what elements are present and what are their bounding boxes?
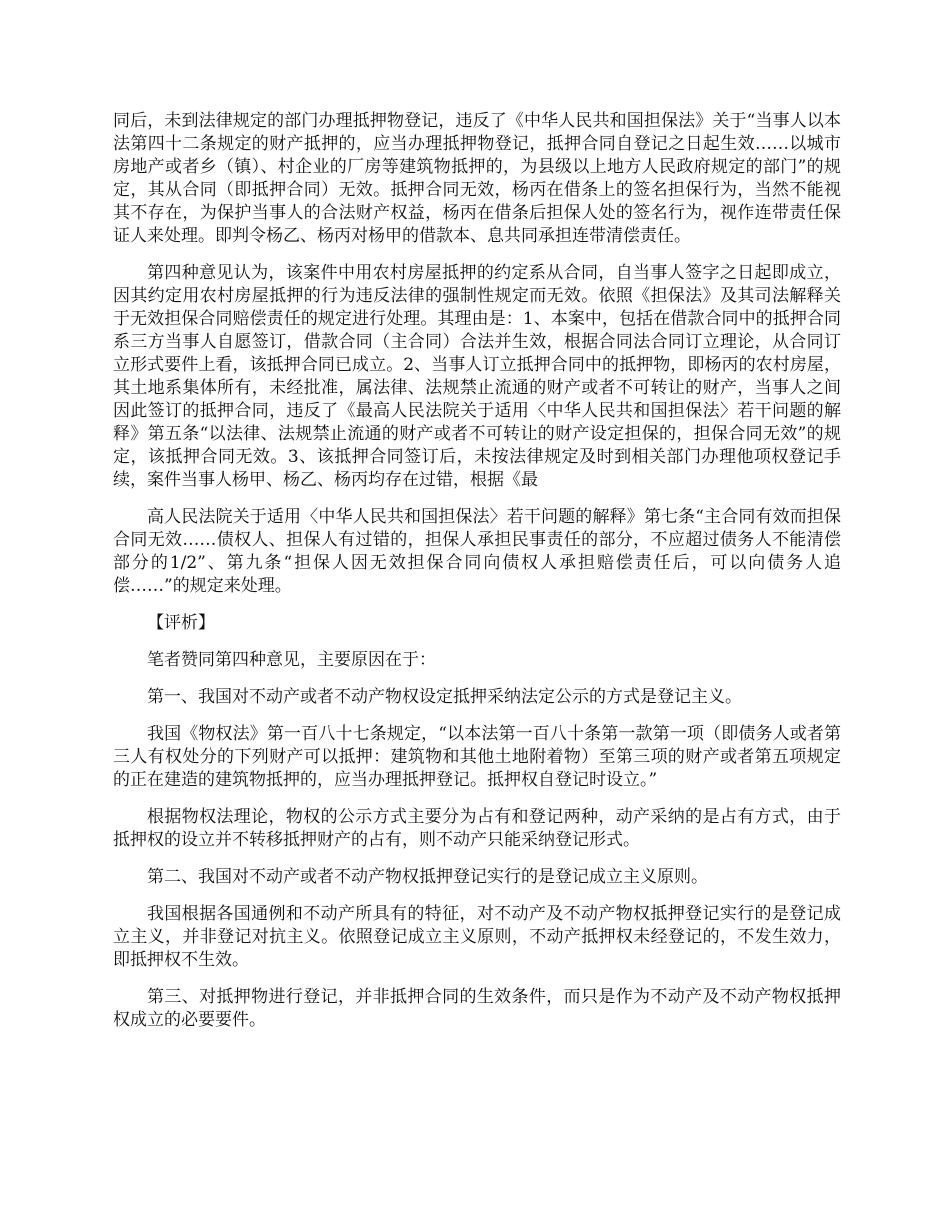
paragraph-fourth-opinion-cont: 高人民法院关于适用〈中华人民共和国担保法〉若干问题的解释》第七条“主合同有效而担保合同无效……债权人、担保人有过错的，担保人承担民事责任的部分，不应超过债务人不能清偿部分的1/2”、第九条“担保人因无效担保合同向债权人承担赔偿责任后，可以向债务人追偿……”的规定来处理。 bbox=[113, 507, 841, 596]
paragraph-fourth-opinion: 第四种意见认为，该案件中用农村房屋抵押的约定系从合同，自当事人签字之日起即成立，因其约定用农村房屋抵押的行为违反法律的强制性规定而无效。依照《担保法》及其司法解释关于无效担保合同赔偿责任的规定进行处理。其理由是：1、本案中，包括在借款合同中的抵押合同系三方当事人自愿签订，借款合同（主合同）合法并生效，根据合同法合同订立理论，从合同订立形式要件上看，该抵押合同已成立。2、当事人订立抵押合同中的抵押物，即杨丙的农村房屋，其土地系集体所有，未经批准，属法律、法规禁止流通的财产或者不可转让的财产，当事人之间因此签订的抵押合同，违反了《最高人民法院关于适用〈中华人民共和国担保法〉若干问题的解释》第五条“以法律、法规禁止流通的财产或者不可转让的财产设定担保的，担保合同无效”的规定，该抵押合同无效。3、该抵押合同签订后，未按法律规定及时到相关部门办理他项权登记手续，案件当事人杨甲、杨乙、杨丙均存在过错，根据《最 bbox=[113, 263, 841, 490]
section-heading-analysis: 【评析】 bbox=[147, 613, 215, 633]
paragraph-continuation: 同后，未到法律规定的部门办理抵押物登记，违反了《中华人民共和国担保法》关于“当事人以本法第四十二条规定的财产抵押的，应当办理抵押物登记，抵押合同自登记之日起生效……以城市房地产或者乡（镇）、村企业的厂房等建筑物抵押的，为县级以上地方人民政府规定的部门”的规定，其从合同（即抵押合同）无效。抵押合同无效，杨丙在借条上的签名担保行为，当然不能视其不存在，为保护当事人的合法财产权益，杨丙在借条后担保人处的签名行为，视作连带责任保证人来处理。即判令杨乙、杨丙对杨甲的借款本、息共同承担连带清偿责任。 bbox=[113, 111, 841, 246]
paragraph-point-two: 第二、我国对不动产或者不动产物权抵押登记实行的是登记成立主义原则。 bbox=[147, 867, 708, 887]
document-body bbox=[113, 110, 841, 1046]
paragraph-registration-principle: 我国根据各国通例和不动产所具有的特征，对不动产及不动产物权抵押登记实行的是登记成立主义，并非登记对抗主义。依照登记成立主义原则，不动产抵押权未经登记的，不发生效力，即抵押权不生效。 bbox=[113, 904, 841, 970]
paragraph-point-three: 第三、对抵押物进行登记，并非抵押合同的生效条件，而只是作为不动产及不动产物权抵押权成立的必要要件。 bbox=[113, 987, 841, 1030]
paragraph-property-law: 我国《物权法》第一百八十七条规定，“以本法第一百八十条第一款第一项（即债务人或者第三人有权处分的下列财产可以抵押：建筑物和其他土地附着物）至第三项的财产或者第五项规定的正在建造的建筑物抵押的，应当办理抵押登记。抵押权自登记时设立。” bbox=[113, 724, 841, 790]
paragraph-publicity-theory: 根据物权法理论，物权的公示方式主要分为占有和登记两种，动产采纳的是占有方式，由于抵押权的设立并不转移抵押财产的占有，则不动产只能采纳登记形式。 bbox=[113, 807, 841, 850]
paragraph-point-one: 第一、我国对不动产或者不动产物权设定抵押采纳法定公示的方式是登记主义。 bbox=[147, 687, 742, 707]
paragraph-author-view: 笔者赞同第四种意见，主要原因在于： bbox=[147, 650, 436, 670]
